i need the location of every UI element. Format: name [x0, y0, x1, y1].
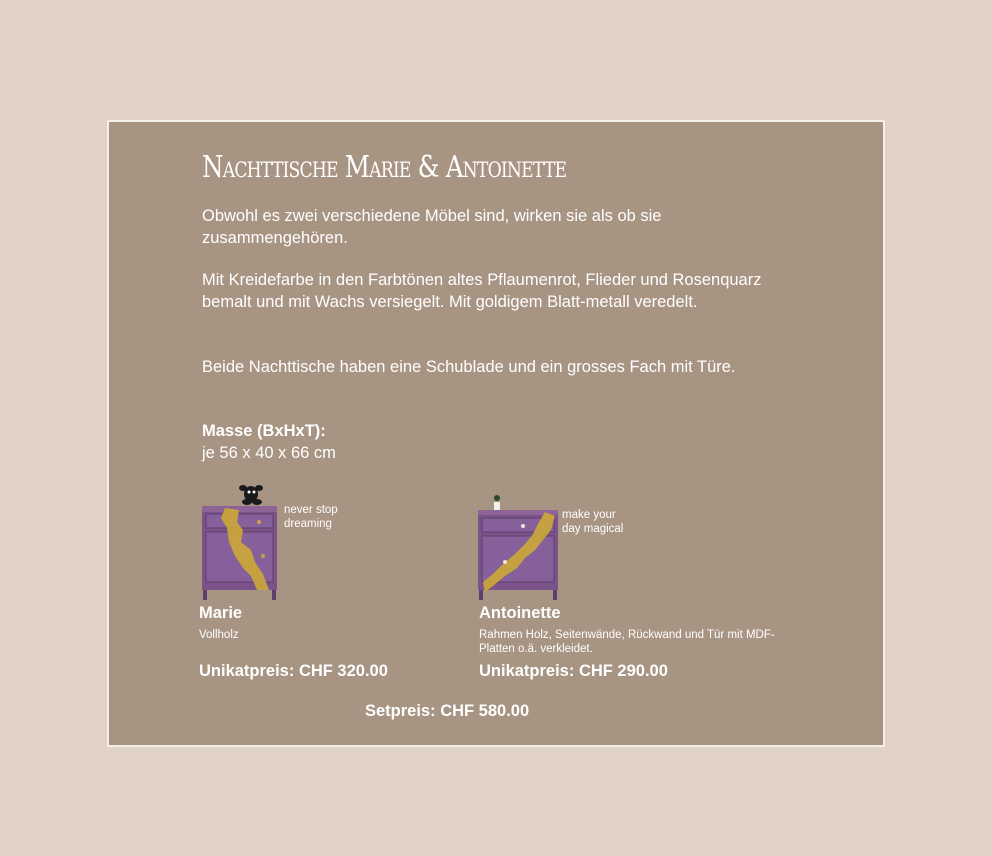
dimensions-label: Masse (BxHxT):: [202, 422, 326, 440]
tagline-marie: never stop dreaming: [284, 504, 338, 530]
plush-toy-icon: [239, 485, 263, 505]
product-name-marie: Marie: [199, 604, 243, 622]
nightstand-marie-image: [199, 478, 281, 600]
product-description-antoinette: Rahmen Holz, Seitenwände, Rückwand und Tür mit MDF-Platten o.ä. verkleidet.: [479, 629, 775, 655]
product-description-marie: Vollholz: [199, 629, 239, 641]
product-name-antoinette: Antoinette: [479, 604, 561, 622]
description-paragraph-2: Mit Kreidefarbe in den Farbtönen altes Pflaumenrot, Flieder und Rosenquarz bemalt und mit Wachs versiegelt. Mit goldigem Blatt-metall veredelt.: [202, 271, 762, 311]
product-price-antoinette: Unikatpreis: CHF 290.00: [479, 662, 668, 680]
description-paragraph-3: Beide Nachttische haben eine Schublade und ein grosses Fach mit Türe.: [202, 358, 736, 376]
product-price-marie: Unikatpreis: CHF 320.00: [199, 662, 388, 680]
nightstand-antoinette-image: [475, 478, 561, 600]
set-price: Setpreis: CHF 580.00: [365, 702, 530, 720]
product-card: [107, 120, 885, 747]
page-title: Nachttische Marie & Antoinette: [202, 150, 567, 185]
tagline-antoinette: make your day magical: [562, 509, 624, 535]
description-paragraph-1: Obwohl es zwei verschiedene Möbel sind, wirken sie als ob sie zusammengehören.: [202, 207, 662, 247]
vase-icon: [494, 495, 500, 510]
dimensions-value: je 56 x 40 x 66 cm: [202, 444, 336, 462]
